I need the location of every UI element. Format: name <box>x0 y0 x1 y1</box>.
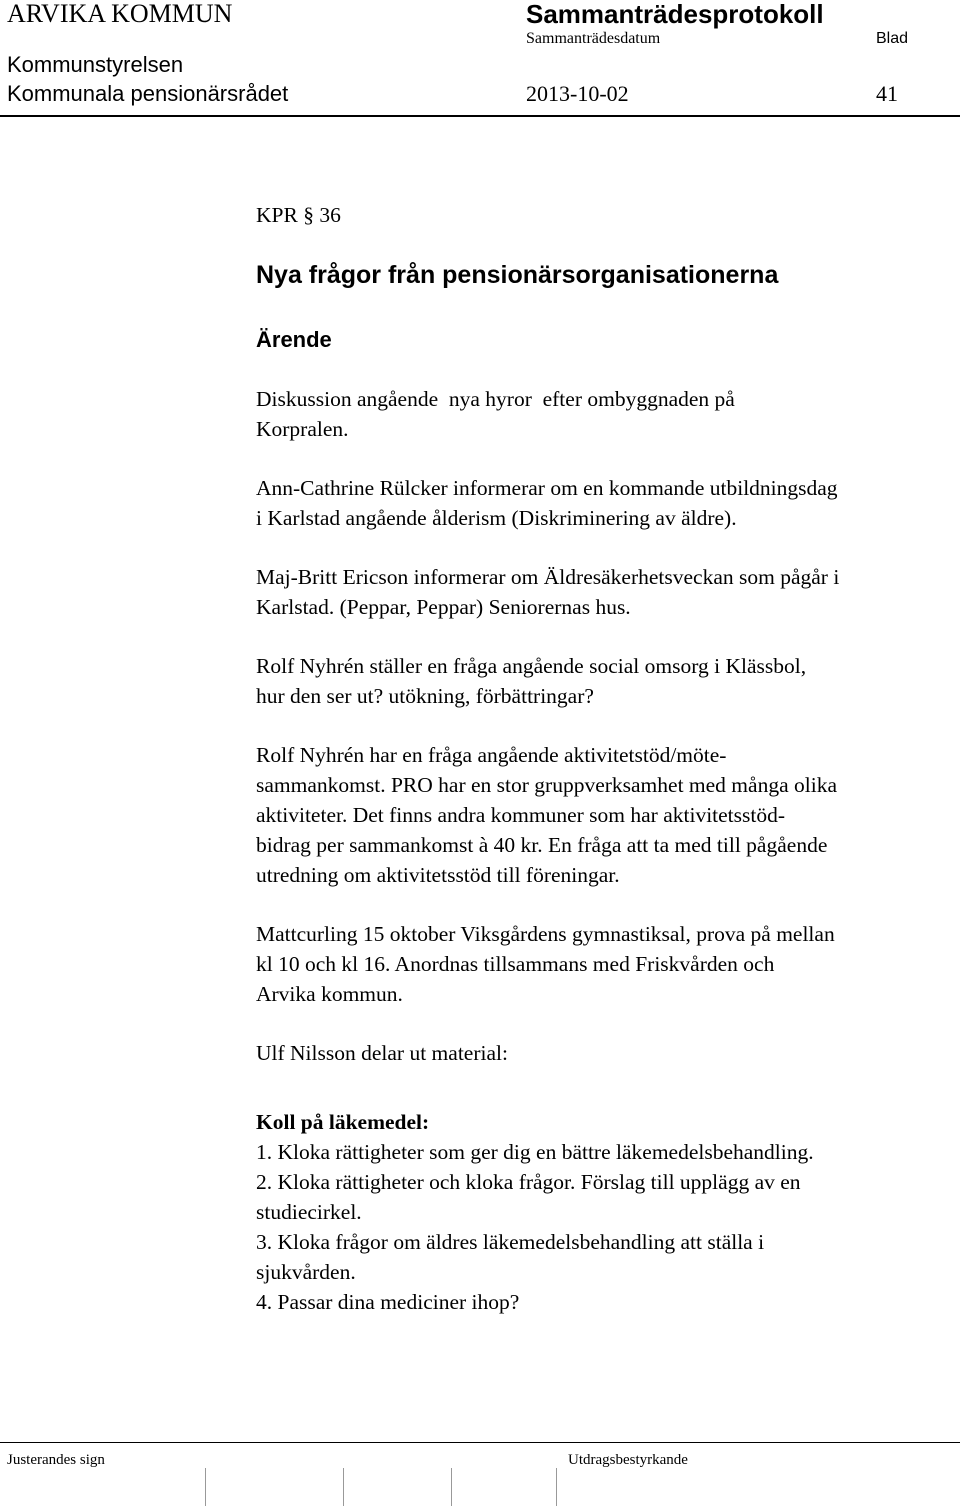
koll-list-item: 2. Kloka rättigheter och kloka frågor. Förslag till upplägg av en <box>256 1170 801 1194</box>
koll-heading: Koll på läkemedel: <box>256 1110 430 1134</box>
paragraph-line: Arvika kommun. <box>256 982 403 1006</box>
paragraph-line: Korpralen. <box>256 417 349 441</box>
paragraph <box>256 384 956 444</box>
paragraph-line: Ann-Cathrine Rülcker informerar om en kommande utbildningsdag <box>256 476 838 500</box>
paragraph <box>256 740 956 890</box>
paragraph <box>256 651 956 711</box>
paragraph-line: Ulf Nilsson delar ut material: <box>256 1041 508 1065</box>
koll-list-item: sjukvården. <box>256 1260 356 1284</box>
paragraph-line: Karlstad. (Peppar, Peppar) Seniorernas hus. <box>256 595 631 619</box>
paragraph <box>256 473 956 533</box>
paragraph <box>256 1038 956 1068</box>
paragraph-reference: KPR § 36 <box>256 203 341 227</box>
koll-list <box>256 1137 956 1317</box>
meeting-date: 2013-10-02 <box>526 81 629 106</box>
meeting-date-label: Sammanträdesdatum <box>526 30 661 47</box>
paragraph-line: sammankomst. PRO har en stor gruppverksamhet med många olika <box>256 773 837 797</box>
organization-name: ARVIKA KOMMUN <box>7 0 233 28</box>
document-type: Sammanträdesprotokoll <box>526 0 824 29</box>
signature-box-divider <box>343 1468 344 1506</box>
footer-divider <box>0 1442 960 1443</box>
paragraph-line: Mattcurling 15 oktober Viksgårdens gymnastiksal, prova på mellan <box>256 922 835 946</box>
paragraph-line: hur den ser ut? utökning, förbättringar? <box>256 684 594 708</box>
paragraph-line: utredning om aktivitetsstöd till föreningar. <box>256 863 620 887</box>
item-title: Nya frågor från pensionärsorganisationerna <box>256 261 779 289</box>
koll-list-item: studiecirkel. <box>256 1200 362 1224</box>
extract-certification-label: Utdragsbestyrkande <box>568 1452 688 1468</box>
committee-name: Kommunala pensionärsrådet <box>7 81 289 106</box>
paragraph-list <box>256 384 956 1068</box>
page-label: Blad <box>876 30 909 47</box>
paragraph-line: bidrag per sammankomst à 40 kr. En fråga att ta med till pågående <box>256 833 828 857</box>
section-heading: Ärende <box>256 327 332 352</box>
paragraph <box>256 919 956 1009</box>
signature-box-divider <box>451 1468 452 1506</box>
paragraph-line: Diskussion angående nya hyror efter ombyggnaden på <box>256 387 735 411</box>
board-name: Kommunstyrelsen <box>7 52 184 77</box>
koll-list-item: 3. Kloka frågor om äldres läkemedelsbehandling att ställa i <box>256 1230 765 1254</box>
koll-list-item: 1. Kloka rättigheter som ger dig en bättre läkemedelsbehandling. <box>256 1140 814 1164</box>
adjuster-sign-label: Justerandes sign <box>7 1452 105 1468</box>
paragraph-line: kl 10 och kl 16. Anordnas tillsammans med Friskvården och <box>256 952 775 976</box>
header-divider <box>0 115 960 117</box>
koll-list-item: 4. Passar dina mediciner ihop? <box>256 1290 520 1314</box>
paragraph-line: aktiviteter. Det finns andra kommuner som har aktivitetsstöd- <box>256 803 786 827</box>
signature-box-divider <box>556 1468 557 1506</box>
protocol-body <box>256 200 956 1317</box>
signature-box-divider <box>205 1468 206 1506</box>
paragraph <box>256 562 956 622</box>
paragraph-line: Rolf Nyhrén har en fråga angående aktivitetstöd/möte- <box>256 743 727 767</box>
paragraph-line: Rolf Nyhrén ställer en fråga angående social omsorg i Klässbol, <box>256 654 807 678</box>
paragraph-line: i Karlstad angående ålderism (Diskriminering av äldre). <box>256 506 737 530</box>
paragraph-line: Maj-Britt Ericson informerar om Äldresäkerhetsveckan som pågår i <box>256 565 840 589</box>
page-number: 41 <box>876 81 898 106</box>
